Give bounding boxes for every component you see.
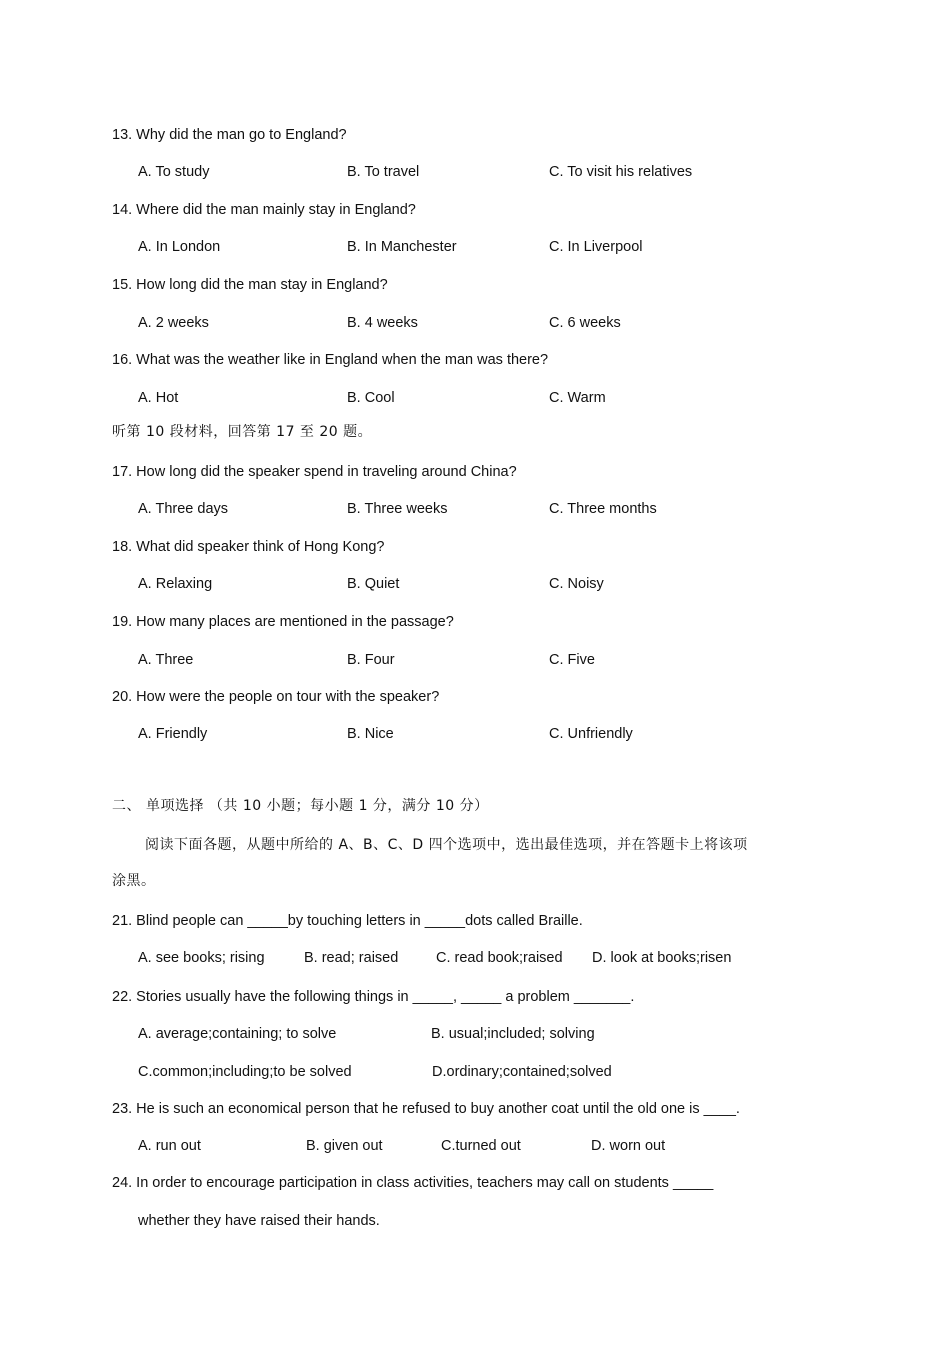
option-15-a: A. 2 weeks <box>138 315 209 331</box>
option-17-a: A. Three days <box>138 501 229 517</box>
options-19 <box>0 651 950 669</box>
question-24: 24. In order to encourage participation in class activities, teachers may call on students _____ <box>112 1175 714 1191</box>
option-16-a: A. Hot <box>138 390 179 406</box>
option-22-c: C.common;including;to be solved <box>138 1064 352 1080</box>
section-2-instruction-line-2: 涂黑。 <box>112 873 156 889</box>
option-23-c: C.turned out <box>441 1138 521 1154</box>
question-24-continuation: whether they have raised their hands. <box>138 1213 380 1229</box>
option-19-b: B. Four <box>347 652 395 668</box>
option-13-a: A. To study <box>138 164 210 180</box>
options-14 <box>0 238 950 256</box>
option-18-c: C. Noisy <box>549 576 604 592</box>
option-17-c: C. Three months <box>549 501 657 517</box>
option-19-a: A. Three <box>138 652 194 668</box>
option-23-a: A. run out <box>138 1138 201 1154</box>
question-14: 14. Where did the man mainly stay in England? <box>112 202 416 218</box>
option-17-b: B. Three weeks <box>347 501 448 517</box>
options-22-row-1 <box>0 1025 950 1043</box>
option-13-b: B. To travel <box>347 164 420 180</box>
option-19-c: C. Five <box>549 652 595 668</box>
option-23-b: B. given out <box>306 1138 383 1154</box>
options-23 <box>0 1137 950 1155</box>
question-22: 22. Stories usually have the following things in _____, _____ a problem _______. <box>112 989 635 1005</box>
question-17: 17. How long did the speaker spend in traveling around China? <box>112 464 517 480</box>
option-14-a: A. In London <box>138 239 221 255</box>
options-15 <box>0 314 950 332</box>
question-16: 16. What was the weather like in England when the man was there? <box>112 352 549 368</box>
option-20-a: A. Friendly <box>138 726 208 742</box>
option-22-d: D.ordinary;contained;solved <box>432 1064 612 1080</box>
options-22-row-2 <box>0 1063 950 1081</box>
question-18: 18. What did speaker think of Hong Kong? <box>112 539 385 555</box>
options-13 <box>0 163 950 181</box>
option-22-a: A. average;containing; to solve <box>138 1026 337 1042</box>
option-16-c: C. Warm <box>549 390 606 406</box>
option-21-d: D. look at books;risen <box>592 950 732 966</box>
option-14-b: B. In Manchester <box>347 239 457 255</box>
question-15: 15. How long did the man stay in England? <box>112 277 388 293</box>
question-20: 20. How were the people on tour with the speaker? <box>112 689 440 705</box>
option-13-c: C. To visit his relatives <box>549 164 693 180</box>
option-20-b: B. Nice <box>347 726 394 742</box>
option-21-b: B. read; raised <box>304 950 399 966</box>
option-22-b: B. usual;included; solving <box>431 1026 595 1042</box>
option-20-c: C. Unfriendly <box>549 726 633 742</box>
option-21-c: C. read book;raised <box>436 950 563 966</box>
question-13: 13. Why did the man go to England? <box>112 127 347 143</box>
question-21: 21. Blind people can _____by touching letters in _____dots called Braille. <box>112 913 583 929</box>
options-17 <box>0 500 950 518</box>
options-21 <box>0 949 950 967</box>
section-2-heading: 二、 单项选择 （共 10 小题；每小题 1 分，满分 10 分） <box>112 798 489 814</box>
option-15-c: C. 6 weeks <box>549 315 621 331</box>
option-16-b: B. Cool <box>347 390 395 406</box>
options-16 <box>0 389 950 407</box>
options-18 <box>0 575 950 593</box>
options-20 <box>0 725 950 743</box>
question-23: 23. He is such an economical person that he refused to buy another coat until the old one is ____. <box>112 1101 740 1117</box>
section-2-instruction-line-1: 阅读下面各题，从题中所给的 A、B、C、D 四个选项中，选出最佳选项，并在答题卡上将该项 <box>145 837 748 853</box>
question-19: 19. How many places are mentioned in the passage? <box>112 614 454 630</box>
option-18-b: B. Quiet <box>347 576 400 592</box>
option-23-d: D. worn out <box>591 1138 666 1154</box>
option-15-b: B. 4 weeks <box>347 315 418 331</box>
option-14-c: C. In Liverpool <box>549 239 643 255</box>
passage-10-instruction: 听第 10 段材料，回答第 17 至 20 题。 <box>112 424 373 440</box>
option-18-a: A. Relaxing <box>138 576 213 592</box>
option-21-a: A. see books; rising <box>138 950 265 966</box>
